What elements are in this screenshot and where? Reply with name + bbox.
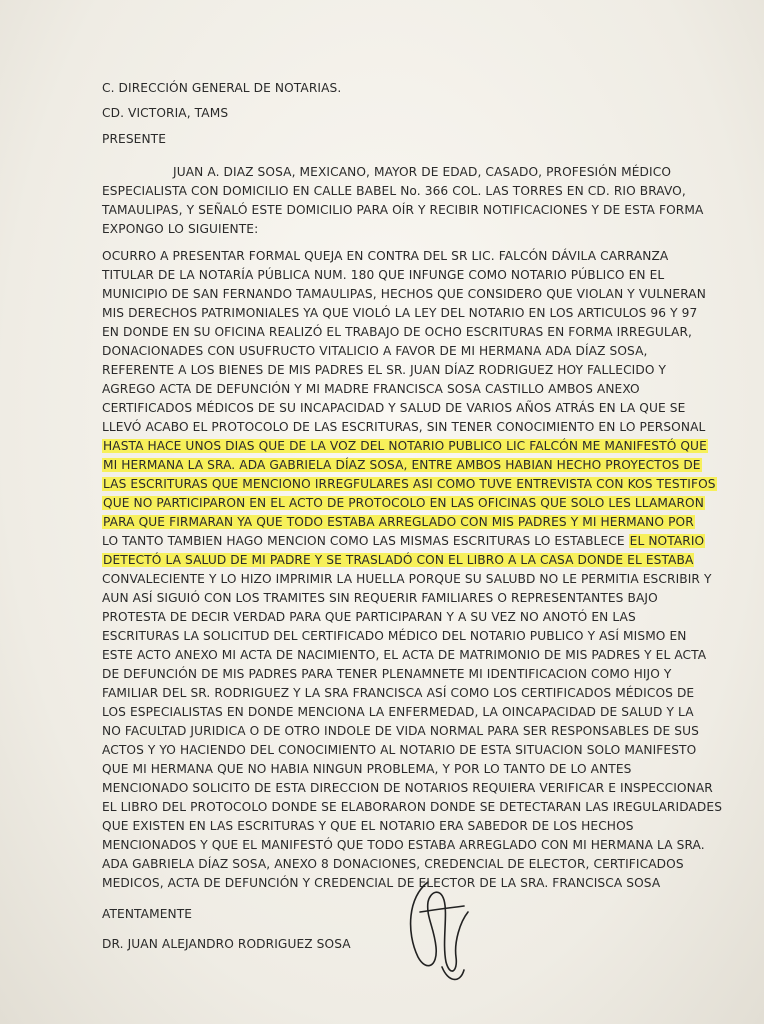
body-line: LOS ESPECIALISTAS EN DONDE MENCIONA LA ENFERMEDAD, LA OINCAPACIDAD DE SALUD Y LA	[102, 705, 694, 719]
addressee: C. DIRECCIÓN GENERAL DE NOTARIAS.	[102, 81, 342, 95]
atentamente: ATENTAMENTE	[102, 907, 193, 921]
body-line: FAMILIAR DEL SR. RODRIGUEZ Y LA SRA FRANCISCA ASÍ COMO LOS CERTIFICADOS MÉDICOS DE	[102, 686, 695, 700]
body-line: AGREGO ACTA DE DEFUNCIÓN Y MI MADRE FRANCISCA SOSA CASTILLO AMBOS ANEXO	[102, 382, 640, 396]
body-line: QUE MI HERMANA QUE NO HABIA NINGUN PROBLEMA, Y POR LO TANTO DE LO ANTES	[102, 762, 632, 776]
body-line: AUN ASÍ SIGUIÓ CON LOS TRAMITES SIN REQUERIR FAMILIARES O REPRESENTANTES BAJO	[102, 591, 658, 605]
city: CD. VICTORIA, TAMS	[102, 106, 229, 120]
mixed-highlight-end: EL NOTARIO	[629, 534, 705, 548]
body-line: ESTE ACTO ANEXO MI ACTA DE NACIMIENTO, EL ACTA DE MATRIMONIO DE MIS PADRES Y EL ACTA	[102, 648, 707, 662]
highlighted-line: HASTA HACE UNOS DIAS QUE DE LA VOZ DEL NOTARIO PUBLICO LIC FALCÓN ME MANIFESTÓ QUE	[103, 439, 707, 453]
body-line: LLEVÓ ACABO EL PROTOCOLO DE LAS ESCRITURAS, SIN TENER CONOCIMIENTO EN LO PERSONAL	[102, 420, 706, 434]
body-line: PROTESTA DE DECIR VERDAD PARA QUE PARTICIPARAN Y A SU VEZ NO ANOTÓ EN LAS	[102, 610, 636, 624]
body-line: ACTOS Y YO HACIENDO DEL CONOCIMIENTO AL NOTARIO DE ESTA SITUACION SOLO MANIFESTO	[102, 743, 697, 757]
intro-line: EXPONGO LO SIGUIENTE:	[102, 222, 259, 236]
body-line: EL LIBRO DEL PROTOCOLO DONDE SE ELABORARON DONDE SE DETECTARAN LAS IREGULARIDADES	[102, 800, 723, 814]
highlighted-line: LAS ESCRITURAS QUE MENCIONO IRREGFULARES ASI COMO TUVE ENTREVISTA CON KOS TESTIFOS	[103, 477, 716, 491]
signature	[398, 872, 478, 992]
body-line: CERTIFICADOS MÉDICOS DE SU INCAPACIDAD Y SALUD DE VARIOS AÑOS ATRÁS EN LA QUE SE	[102, 401, 686, 415]
body-line: MIS DERECHOS PATRIMONIALES YA QUE VIOLÓ LA LEY DEL NOTARIO EN LOS ARTICULOS 96 Y 97	[102, 306, 698, 320]
body-line: MENCIONADOS Y QUE EL MANIFESTÓ QUE TODO ESTABA ARREGLADO CON MI HERMANA LA SRA.	[102, 838, 705, 852]
body-line: EN DONDE EN SU OFICINA REALIZÓ EL TRABAJO DE OCHO ESCRITURAS EN FORMA IRREGULAR,	[102, 325, 693, 339]
body-line: OCURRO A PRESENTAR FORMAL QUEJA EN CONTRA DEL SR LIC. FALCÓN DÁVILA CARRANZA	[102, 249, 669, 263]
highlighted-line: PARA QUE FIRMARAN YA QUE TODO ESTABA ARREGLADO CON MIS PADRES Y MI HERMANO POR	[103, 515, 694, 529]
mixed-line	[102, 533, 705, 549]
body-line: DE DEFUNCIÓN DE MIS PADRES PARA TENER PLENAMNETE MI IDENTIFICACION COMO HIJO Y	[102, 667, 672, 681]
highlighted-line: QUE NO PARTICIPARON EN EL ACTO DE PROTOCOLO EN LAS OFICINAS QUE SOLO LES LLAMARON	[103, 496, 704, 510]
intro-line: ESPECIALISTA CON DOMICILIO EN CALLE BABEL No. 366 COL. LAS TORRES EN CD. RIO BRAVO,	[102, 184, 686, 198]
body-line: ADA GABRIELA DÍAZ SOSA, ANEXO 8 DONACIONES, CREDENCIAL DE ELECTOR, CERTIFICADOS	[102, 857, 684, 871]
body-line: MUNICIPIO DE SAN FERNANDO TAMAULIPAS, HECHOS QUE CONSIDERO QUE VIOLAN Y VULNERAN	[102, 287, 706, 301]
body-line: ESCRITURAS LA SOLICITUD DEL CERTIFICADO MÉDICO DEL NOTARIO PUBLICO Y ASÍ MISMO EN	[102, 629, 687, 643]
body-line: QUE EXISTEN EN LAS ESCRITURAS Y QUE EL NOTARIO ERA SABEDOR DE LOS HECHOS	[102, 819, 634, 833]
body-line: MEDICOS, ACTA DE DEFUNCIÓN Y CREDENCIAL DE ELECTOR DE LA SRA. FRANCISCA SOSA	[102, 876, 661, 890]
signer-name: DR. JUAN ALEJANDRO RODRIGUEZ SOSA	[102, 937, 351, 951]
body-line: TITULAR DE LA NOTARÍA PÚBLICA NUM. 180 QUE INFUNGE COMO NOTARIO PÚBLICO EN EL	[102, 268, 665, 282]
body-line: REFERENTE A LOS BIENES DE MIS PADRES EL SR. JUAN DÍAZ RODRIGUEZ HOY FALLECIDO Y	[102, 363, 667, 377]
highlighted-line: MI HERMANA LA SRA. ADA GABRIELA DÍAZ SOSA, ENTRE AMBOS HABIAN HECHO PROYECTOS DE	[103, 458, 701, 472]
body-line: NO FACULTAD JURIDICA O DE OTRO INDOLE DE VIDA NORMAL PARA SER RESPONSABLES DE SUS	[102, 724, 699, 738]
body-line: MENCIONADO SOLICITO DE ESTA DIRECCION DE NOTARIOS REQUIERA VERIFICAR E INSPECCIONAR	[102, 781, 713, 795]
body-line: DONACIONADES CON USUFRUCTO VITALICIO A FAVOR DE MI HERMANA ADA DÍAZ SOSA,	[102, 344, 648, 358]
presente: PRESENTE	[102, 132, 167, 146]
mixed-highlight-start: DETECTÓ LA SALUD DE MI PADRE Y SE TRASLADÓ CON EL LIBRO A LA CASA DONDE EL ESTABA	[103, 553, 694, 567]
body-line: CONVALECIENTE Y LO HIZO IMPRIMIR LA HUELLA PORQUE SU SALUBD NO LE PERMITIA ESCRIBIR Y	[102, 572, 712, 586]
mixed-plain: LO TANTO TAMBIEN HAGO MENCION COMO LAS MISMAS ESCRITURAS LO ESTABLECE	[102, 534, 625, 548]
intro-line: TAMAULIPAS, Y SEÑALÓ ESTE DOMICILIO PARA OÍR Y RECIBIR NOTIFICACIONES Y DE ESTA FORMA	[102, 203, 704, 217]
intro-line: JUAN A. DIAZ SOSA, MEXICANO, MAYOR DE EDAD, CASADO, PROFESIÓN MÉDICO	[173, 165, 672, 179]
